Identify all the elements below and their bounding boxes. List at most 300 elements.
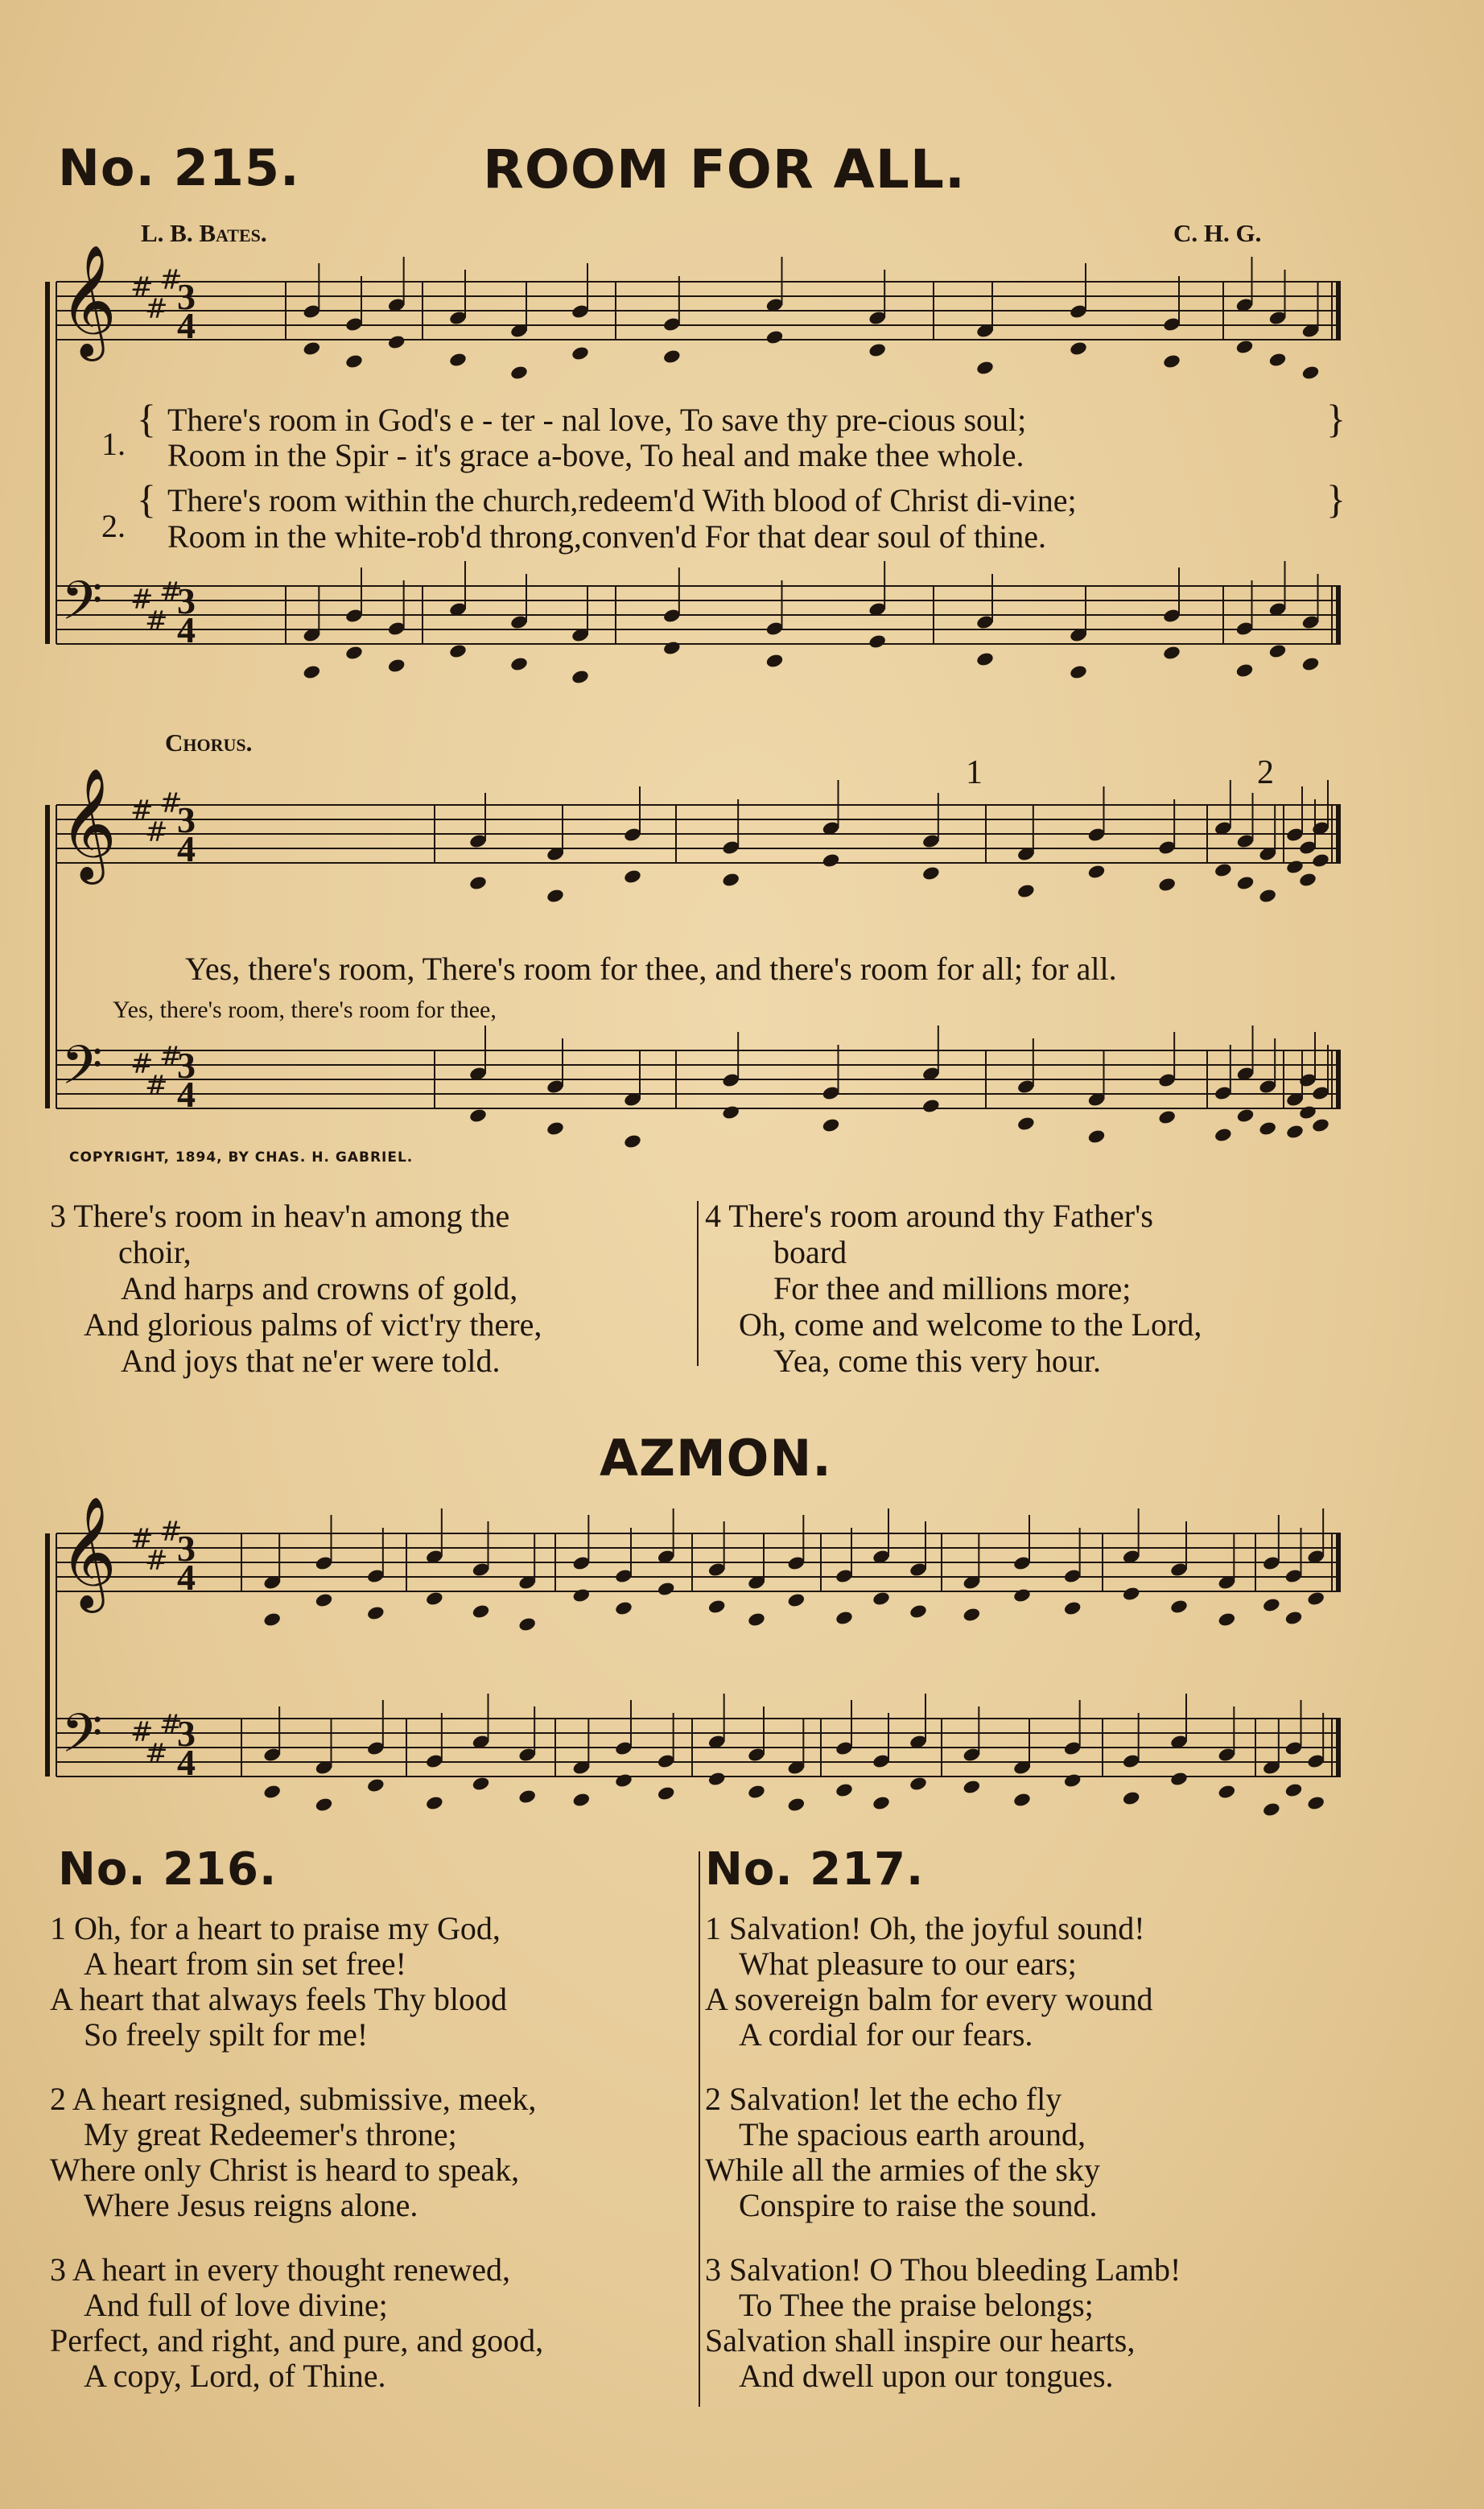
note-head bbox=[721, 1072, 740, 1088]
note-head bbox=[472, 1776, 491, 1792]
note-head bbox=[1069, 627, 1088, 643]
final-barline bbox=[1336, 282, 1341, 340]
note-head bbox=[1087, 827, 1107, 843]
note-head bbox=[1311, 820, 1330, 836]
note-head bbox=[662, 640, 682, 656]
stanza-line: 3 There's room in heav'n among the bbox=[50, 1198, 510, 1234]
note-head bbox=[1236, 833, 1255, 849]
stanza-line: Yea, come this very hour. bbox=[773, 1343, 1101, 1379]
note-head bbox=[448, 352, 468, 368]
note-head bbox=[1157, 1072, 1177, 1088]
note-head bbox=[1012, 1587, 1032, 1603]
note-head bbox=[344, 353, 364, 369]
note-head bbox=[1087, 1091, 1107, 1108]
verse-line: 3 Salvation! O Thou bleeding Lamb! bbox=[705, 2251, 1181, 2288]
verse-line: Conspire to raise the sound. bbox=[739, 2187, 1098, 2223]
note-head bbox=[614, 1740, 633, 1756]
note-head bbox=[657, 1753, 676, 1769]
sharp-sign: # bbox=[130, 584, 154, 616]
note-head bbox=[787, 1555, 806, 1571]
note-head bbox=[1285, 1091, 1305, 1108]
final-barline bbox=[1336, 1533, 1341, 1591]
note-head bbox=[765, 329, 785, 345]
note-head bbox=[546, 846, 565, 862]
note-head bbox=[868, 342, 887, 358]
brace-mark: { bbox=[137, 396, 156, 441]
note-head bbox=[1087, 1129, 1107, 1145]
column-divider bbox=[697, 1201, 699, 1366]
note-head bbox=[387, 297, 406, 313]
time-signature: 3 bbox=[177, 276, 196, 317]
verse-line: To Thee the praise belongs; bbox=[739, 2287, 1094, 2323]
note-head bbox=[1214, 862, 1233, 878]
note-head bbox=[868, 310, 887, 326]
hymn-title: ROOM FOR ALL. bbox=[483, 138, 966, 200]
note-head bbox=[721, 1104, 740, 1120]
note-head bbox=[1214, 1085, 1233, 1101]
note-head bbox=[1311, 852, 1330, 869]
note-head bbox=[1063, 1772, 1082, 1789]
note-head bbox=[472, 1562, 491, 1578]
verse-line: A heart that always feels Thy blood bbox=[50, 1981, 508, 2017]
note-head bbox=[721, 840, 740, 856]
brace-mark: } bbox=[1326, 396, 1346, 441]
time-signature: 3 bbox=[177, 1713, 196, 1754]
sharp-sign: # bbox=[159, 1516, 183, 1548]
note-head bbox=[822, 1085, 841, 1101]
note-head bbox=[1016, 1116, 1036, 1132]
note-head bbox=[975, 360, 995, 376]
hymn-number: No. 216. bbox=[58, 1843, 278, 1896]
note-head bbox=[303, 303, 322, 320]
time-signature: 4 bbox=[177, 1557, 196, 1598]
verse-line: A cordial for our fears. bbox=[739, 2016, 1033, 2053]
note-head bbox=[546, 888, 565, 904]
note-head bbox=[303, 664, 322, 680]
note-head bbox=[787, 1760, 806, 1776]
note-head bbox=[517, 1789, 537, 1805]
verse-line: A sovereign balm for every wound bbox=[705, 1981, 1153, 2017]
note-head bbox=[1311, 1117, 1330, 1133]
chorus-label: Chorus. bbox=[165, 728, 253, 757]
final-barline bbox=[1336, 805, 1341, 863]
verse-line: 2 A heart resigned, submissive, meek, bbox=[50, 2081, 537, 2117]
note-head bbox=[975, 614, 995, 630]
note-head bbox=[344, 645, 364, 661]
verse-line: 1 Oh, for a heart to praise my God, bbox=[50, 1910, 501, 1946]
note-head bbox=[1258, 846, 1277, 862]
note-head bbox=[747, 1747, 766, 1763]
note-head bbox=[747, 1574, 766, 1591]
note-head bbox=[1063, 1600, 1082, 1616]
note-head bbox=[1063, 1740, 1082, 1756]
note-head bbox=[747, 1784, 766, 1800]
stanza-line: board bbox=[773, 1234, 847, 1270]
note-head bbox=[921, 1066, 941, 1082]
note-head bbox=[1311, 1085, 1330, 1101]
note-head bbox=[366, 1568, 385, 1584]
note-head bbox=[1285, 827, 1305, 843]
note-head bbox=[1236, 1108, 1255, 1124]
final-barline bbox=[1336, 586, 1341, 644]
note-head bbox=[765, 621, 785, 637]
note-head bbox=[822, 820, 841, 836]
note-head bbox=[1218, 1574, 1237, 1591]
note-head bbox=[1284, 1568, 1304, 1584]
note-head bbox=[765, 653, 785, 669]
note-head bbox=[1301, 614, 1321, 630]
note-head bbox=[872, 1591, 891, 1607]
sharp-sign: # bbox=[159, 1709, 183, 1741]
note-head bbox=[425, 1591, 444, 1607]
verse-line: Salvation shall inspire our hearts, bbox=[705, 2322, 1136, 2358]
note-head bbox=[1218, 1611, 1237, 1628]
note-head bbox=[1236, 875, 1255, 891]
note-head bbox=[1262, 1760, 1281, 1776]
note-head bbox=[909, 1776, 928, 1792]
note-head bbox=[1063, 1568, 1082, 1584]
note-head bbox=[909, 1603, 928, 1620]
note-head bbox=[509, 614, 529, 630]
note-head bbox=[921, 1098, 941, 1114]
time-signature: 4 bbox=[177, 1074, 196, 1115]
verse-line: 2 Salvation! let the echo fly bbox=[705, 2081, 1062, 2117]
note-head bbox=[1218, 1747, 1237, 1763]
lyric-line: Room in the Spir - it's grace a-bove, To heal and make thee whole. bbox=[167, 437, 1024, 473]
time-signature: 4 bbox=[177, 828, 196, 869]
note-head bbox=[315, 1555, 334, 1571]
note-head bbox=[262, 1611, 282, 1628]
tune-title: AZMON. bbox=[600, 1429, 832, 1488]
note-head bbox=[868, 601, 887, 617]
verse-line: A heart from sin set free! bbox=[84, 1946, 406, 1982]
note-head bbox=[303, 340, 322, 357]
note-head bbox=[1016, 846, 1036, 862]
note-head bbox=[1301, 656, 1321, 672]
note-head bbox=[1214, 1127, 1233, 1143]
note-head bbox=[1087, 864, 1107, 880]
note-head bbox=[1284, 1610, 1304, 1626]
note-head bbox=[468, 833, 488, 849]
note-head bbox=[747, 1611, 766, 1628]
verse-block bbox=[50, 2252, 543, 2394]
chorus-lyric: Yes, there's room, There's room for thee, and there's room for all; for all. bbox=[185, 951, 1117, 987]
note-head bbox=[425, 1549, 444, 1565]
verse-line: And dwell upon our tongues. bbox=[739, 2358, 1114, 2394]
note-head bbox=[262, 1747, 282, 1763]
note-head bbox=[1298, 1104, 1317, 1120]
note-head bbox=[1235, 339, 1255, 355]
note-head bbox=[1258, 1079, 1277, 1095]
sharp-sign: # bbox=[145, 293, 168, 325]
sharp-sign: # bbox=[130, 1716, 154, 1748]
hymn-217-verses bbox=[705, 1911, 1181, 2423]
note-head bbox=[1157, 840, 1177, 856]
note-head bbox=[1298, 1072, 1317, 1088]
note-head bbox=[872, 1753, 891, 1769]
stanza-line: For thee and millions more; bbox=[773, 1270, 1132, 1306]
verse-line: Where only Christ is heard to speak, bbox=[50, 2152, 520, 2188]
final-barline bbox=[1336, 1719, 1341, 1777]
hymn-number: No. 217. bbox=[705, 1843, 925, 1896]
note-head bbox=[571, 669, 590, 685]
note-head bbox=[1169, 1734, 1189, 1750]
sharp-sign: # bbox=[145, 1070, 168, 1102]
note-head bbox=[614, 1772, 633, 1789]
verse-block bbox=[705, 2082, 1181, 2223]
note-head bbox=[387, 334, 406, 350]
sharp-sign: # bbox=[145, 816, 168, 848]
stanza-line: choir, bbox=[118, 1234, 192, 1270]
note-head bbox=[872, 1549, 891, 1565]
sharp-sign: # bbox=[159, 787, 183, 819]
note-head bbox=[707, 1771, 727, 1787]
note-head bbox=[262, 1784, 282, 1800]
verse-line: A copy, Lord, of Thine. bbox=[84, 2358, 386, 2394]
second-ending-mark: 2 bbox=[1257, 754, 1274, 791]
verse-number: 2. bbox=[101, 508, 126, 544]
bass-clef: 𝄢 bbox=[61, 570, 103, 645]
note-head bbox=[1012, 1760, 1032, 1776]
lyric-line: There's room within the church,redeem'd With blood of Christ di-vine; bbox=[167, 482, 1077, 518]
note-head bbox=[614, 1600, 633, 1616]
note-head bbox=[1285, 1124, 1305, 1140]
note-head bbox=[657, 1785, 676, 1801]
note-head bbox=[822, 1117, 841, 1133]
note-head bbox=[623, 869, 642, 885]
sharp-sign: # bbox=[130, 1048, 154, 1080]
note-head bbox=[1218, 1784, 1237, 1800]
verse-line: What pleasure to our ears; bbox=[739, 1946, 1077, 1982]
note-head bbox=[657, 1549, 676, 1565]
note-head bbox=[787, 1592, 806, 1608]
time-signature: 4 bbox=[177, 1742, 196, 1783]
note-head bbox=[765, 297, 785, 313]
note-head bbox=[1162, 353, 1181, 369]
note-head bbox=[872, 1795, 891, 1811]
note-head bbox=[1162, 316, 1181, 332]
treble-clef: 𝄞 bbox=[60, 1496, 117, 1608]
note-head bbox=[909, 1734, 928, 1750]
note-head bbox=[963, 1779, 982, 1795]
note-head bbox=[1284, 1740, 1304, 1756]
note-head bbox=[1169, 1562, 1189, 1578]
note-head bbox=[662, 316, 682, 332]
note-head bbox=[366, 1777, 385, 1793]
note-head bbox=[1012, 1555, 1032, 1571]
note-head bbox=[787, 1797, 806, 1813]
note-head bbox=[468, 1066, 488, 1082]
verse-block bbox=[705, 1911, 1181, 2053]
note-head bbox=[623, 1133, 642, 1149]
verse-block bbox=[705, 2252, 1181, 2394]
sharp-sign: # bbox=[159, 264, 183, 296]
note-head bbox=[425, 1795, 444, 1811]
note-head bbox=[572, 1760, 592, 1776]
note-head bbox=[571, 345, 590, 361]
time-signature: 3 bbox=[177, 799, 196, 840]
note-head bbox=[344, 608, 364, 624]
note-head bbox=[1016, 883, 1036, 899]
note-head bbox=[315, 1760, 334, 1776]
note-head bbox=[468, 875, 488, 891]
sharp-sign: # bbox=[145, 1738, 168, 1770]
note-head bbox=[1235, 297, 1255, 313]
note-head bbox=[571, 627, 590, 643]
note-head bbox=[1012, 1792, 1032, 1808]
sharp-sign: # bbox=[130, 794, 154, 827]
note-head bbox=[1306, 1753, 1325, 1769]
note-head bbox=[509, 365, 529, 381]
stanza-line: Oh, come and welcome to the Lord, bbox=[739, 1306, 1202, 1343]
chorus-bass-lyric: Yes, there's room, there's room for thee, bbox=[113, 997, 497, 1023]
note-head bbox=[1169, 1599, 1189, 1615]
hymn-number: No. 215. bbox=[58, 138, 300, 197]
verse-line: And full of love divine; bbox=[84, 2287, 388, 2323]
note-head bbox=[909, 1562, 928, 1578]
composer-credit: C. H. G. bbox=[1173, 219, 1262, 247]
note-head bbox=[721, 872, 740, 888]
note-head bbox=[1122, 1790, 1141, 1806]
note-head bbox=[472, 1603, 491, 1620]
note-head bbox=[1301, 323, 1321, 339]
note-head bbox=[546, 1079, 565, 1095]
note-head bbox=[1069, 340, 1088, 357]
bass-clef: 𝄢 bbox=[61, 1034, 103, 1109]
note-head bbox=[262, 1574, 282, 1591]
note-head bbox=[975, 651, 995, 667]
verse-line: My great Redeemer's throne; bbox=[84, 2116, 457, 2152]
note-head bbox=[571, 303, 590, 320]
note-head bbox=[1157, 877, 1177, 893]
bass-clef: 𝄢 bbox=[61, 1702, 103, 1777]
note-head bbox=[921, 865, 941, 881]
note-head bbox=[1162, 608, 1181, 624]
note-head bbox=[1306, 1795, 1325, 1811]
verse-line: So freely spilt for me! bbox=[84, 2016, 369, 2053]
author-credit: L. B. Bates. bbox=[141, 219, 267, 247]
note-head bbox=[448, 310, 468, 326]
note-head bbox=[963, 1747, 982, 1763]
system2-bracket bbox=[45, 805, 50, 1108]
note-head bbox=[472, 1734, 491, 1750]
first-ending-mark: 1 bbox=[966, 754, 983, 791]
note-head bbox=[1298, 872, 1317, 888]
note-head bbox=[1285, 859, 1305, 875]
final-barline bbox=[1336, 1050, 1341, 1108]
verse-line: While all the armies of the sky bbox=[705, 2152, 1100, 2188]
note-head bbox=[614, 1568, 633, 1584]
note-head bbox=[509, 323, 529, 339]
note-head bbox=[657, 1581, 676, 1597]
note-head bbox=[366, 1605, 385, 1621]
note-head bbox=[623, 1091, 642, 1108]
sharp-sign: # bbox=[159, 576, 183, 609]
sharp-sign: # bbox=[130, 1523, 154, 1555]
note-head bbox=[707, 1562, 727, 1578]
note-head bbox=[1262, 1597, 1281, 1613]
note-head bbox=[662, 608, 682, 624]
note-head bbox=[425, 1753, 444, 1769]
note-head bbox=[509, 656, 529, 672]
note-head bbox=[1069, 664, 1088, 680]
note-head bbox=[572, 1555, 592, 1571]
note-head bbox=[1169, 1771, 1189, 1787]
note-head bbox=[572, 1792, 592, 1808]
verse-line: Perfect, and right, and pure, and good, bbox=[50, 2322, 544, 2358]
system1-bracket bbox=[45, 282, 50, 644]
verse-number: 1. bbox=[101, 426, 126, 462]
note-head bbox=[1235, 662, 1255, 679]
note-head bbox=[1122, 1549, 1141, 1565]
note-head bbox=[623, 827, 642, 843]
note-head bbox=[468, 1108, 488, 1124]
sharp-sign: # bbox=[145, 1545, 168, 1577]
note-head bbox=[1284, 1782, 1304, 1798]
note-head bbox=[921, 833, 941, 849]
note-head bbox=[366, 1740, 385, 1756]
copyright-notice: COPYRIGHT, 1894, BY CHAS. H. GABRIEL. bbox=[69, 1149, 414, 1166]
note-head bbox=[1262, 1801, 1281, 1818]
note-head bbox=[1258, 888, 1277, 904]
sharp-sign: # bbox=[145, 605, 168, 638]
note-head bbox=[975, 323, 995, 339]
treble-clef: 𝄞 bbox=[60, 768, 117, 880]
note-head bbox=[707, 1599, 727, 1615]
note-head bbox=[448, 601, 468, 617]
note-head bbox=[448, 643, 468, 659]
note-head bbox=[1235, 621, 1255, 637]
time-signature: 3 bbox=[177, 580, 196, 621]
note-head bbox=[835, 1782, 854, 1798]
lyric-line: Room in the white-rob'd throng,conven'd For that dear soul of thine. bbox=[167, 518, 1046, 555]
stanza-line: 4 There's room around thy Father's bbox=[705, 1198, 1153, 1234]
verse-line: 1 Salvation! Oh, the joyful sound! bbox=[705, 1910, 1145, 1946]
system3-bracket bbox=[45, 1533, 50, 1777]
verse-line: Where Jesus reigns alone. bbox=[84, 2187, 418, 2223]
note-head bbox=[1301, 365, 1321, 381]
note-head bbox=[1122, 1753, 1141, 1769]
note-head bbox=[517, 1616, 537, 1632]
sharp-sign: # bbox=[159, 1041, 183, 1073]
verse-line: 3 A heart in every thought renewed, bbox=[50, 2251, 511, 2288]
stanza-line: And joys that ne'er were told. bbox=[121, 1343, 501, 1379]
note-head bbox=[963, 1607, 982, 1623]
note-head bbox=[1268, 310, 1288, 326]
column-divider bbox=[699, 1851, 700, 2407]
verse-block bbox=[50, 2082, 543, 2223]
note-head bbox=[835, 1610, 854, 1626]
note-head bbox=[1298, 840, 1317, 856]
note-head bbox=[835, 1568, 854, 1584]
note-head bbox=[1268, 601, 1288, 617]
note-head bbox=[1162, 645, 1181, 661]
note-head bbox=[1258, 1120, 1277, 1137]
note-head bbox=[344, 316, 364, 332]
brace-mark: { bbox=[137, 477, 156, 522]
note-head bbox=[572, 1587, 592, 1603]
brace-mark: } bbox=[1326, 477, 1346, 522]
time-signature: 3 bbox=[177, 1045, 196, 1086]
note-head bbox=[387, 621, 406, 637]
note-head bbox=[1016, 1079, 1036, 1095]
note-head bbox=[822, 852, 841, 869]
note-head bbox=[517, 1747, 537, 1763]
note-head bbox=[303, 627, 322, 643]
time-signature: 4 bbox=[177, 609, 196, 650]
note-head bbox=[1268, 352, 1288, 368]
note-head bbox=[315, 1797, 334, 1813]
